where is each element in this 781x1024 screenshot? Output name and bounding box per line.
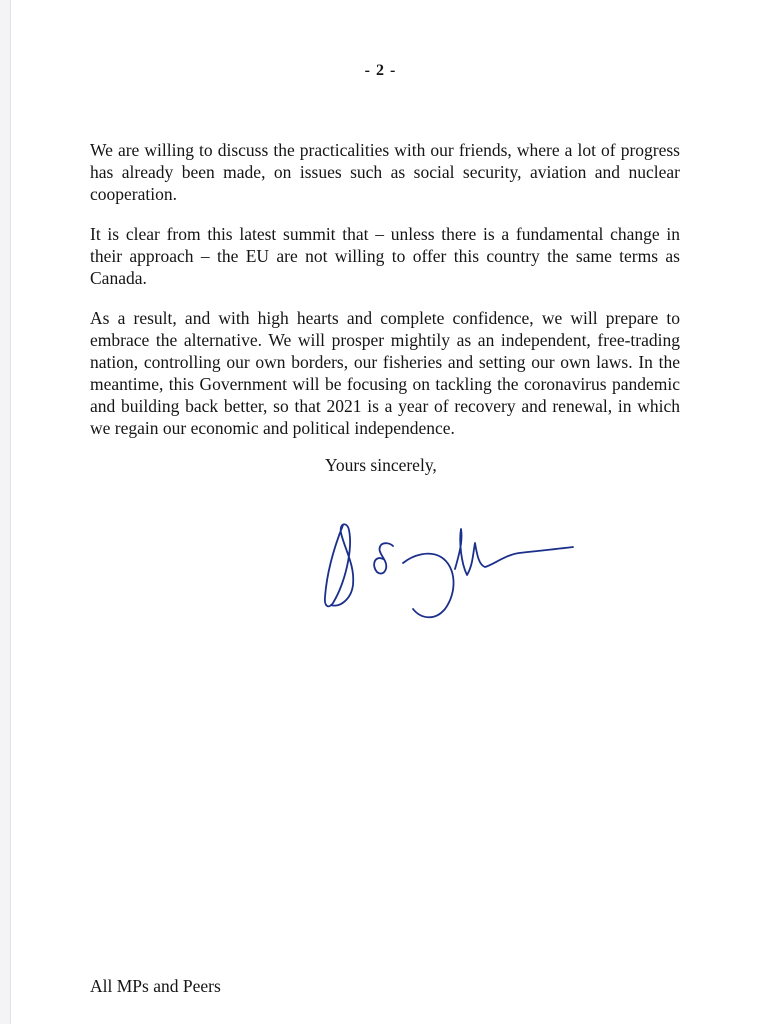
recipient-line: All MPs and Peers xyxy=(90,976,221,996)
handwritten-signature xyxy=(305,505,590,630)
page-number: - 2 - xyxy=(364,62,397,79)
paragraph-practicalities: We are willing to discuss the practicalities with our friends, where a lot of progress has already been made, on issues such as social security, aviation and nuclear cooperation. xyxy=(90,140,680,204)
paragraph-alternative: As a result, and with high hearts and complete confidence, we will prepare to embrace the alternative. We will prosper mightily as an independent, free-trading nation, controlling our own borders, our fisheries and setting our own laws. In the meantime, this Government will be focusing on tackling the coronavirus pandemic and building back better, so that 2021 is a year of recovery and renewal, in which we regain our economic and political independence. xyxy=(90,308,680,438)
paragraph-summit: It is clear from this latest summit that – unless there is a fundamental change in their approach – the EU are not willing to offer this country the same terms as Canada. xyxy=(90,224,680,288)
closing-salutation: Yours sincerely, xyxy=(325,455,437,475)
